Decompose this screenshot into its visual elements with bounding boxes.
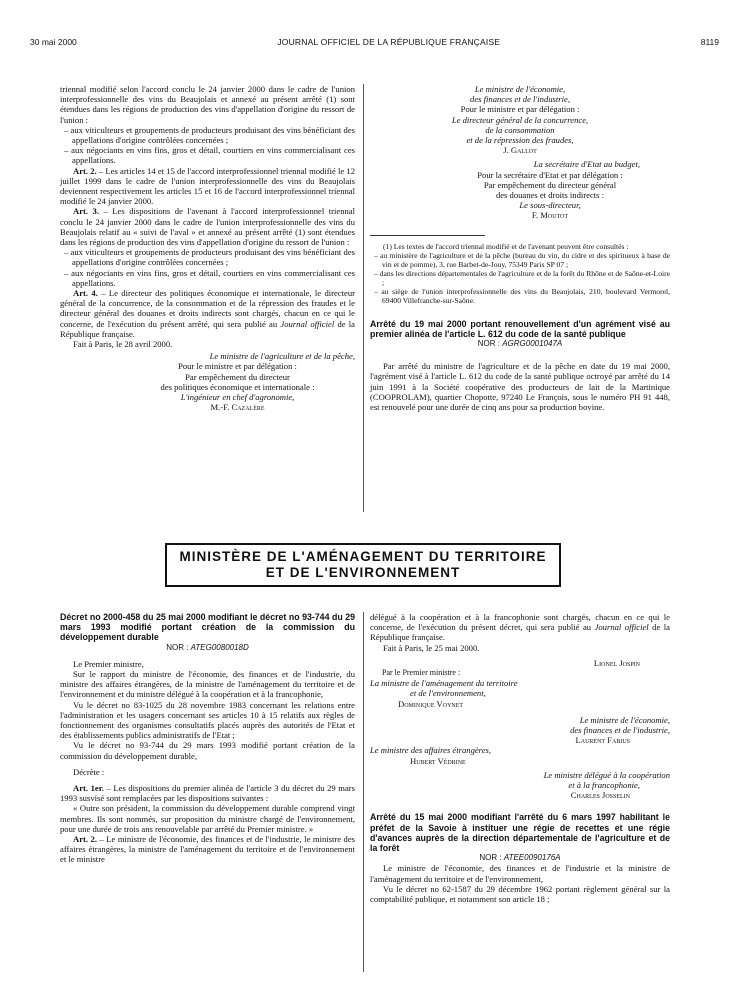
signature-line: Le ministre des affaires étrangères, [370,745,492,756]
text: délégué à la coopération et à la francophonie sont chargés, chacun en ce qui le concerne, de l'exécution du présent décret, qui sera publié au [370,612,670,633]
nor-reference [370,853,670,863]
signature-line: de la consommation [485,124,555,135]
signature-line: des douanes et droits indirects : [495,190,605,201]
column-divider [363,84,364,512]
arrete-title: Arrêté du 15 mai 2000 modifiant l'arrêté du 6 mars 1997 habilitant le préfet de la Savoie à instituer une régie de recettes et une régie d'avances auprès de la direction départementale de l'agriculture et de la forêt [370,812,670,854]
signature-line: Pour le ministre et par délégation : [178,361,297,372]
nor-label: NOR : [479,853,504,863]
signature-line: Par le Premier ministre : [382,668,461,678]
footnote-text: (1) Les textes de l'accord triennal modifié et de l'avenant peuvent être consultés : [383,241,629,251]
arrete-title: Arrêté du 19 mai 2000 portant renouvellement d'un agrément visé au premier alinéa de l'article L. 612 du code de la santé publique [370,318,670,339]
signatory-name: Laurent Fabius [575,735,630,746]
decree-title: Décret no 2000-458 du 25 mai 2000 modifiant le décret no 93-744 du 29 mars 1993 modifié portant création de la commission du développement durable [60,612,355,643]
article-text: – Les dispositions de l'avenant à l'accord interprofessionnel triennal conclu le 24 janvier 2000 dans le cadre de l'union interprofessionnelle des vins du Beaujolais relatif au « suivi de l'aval » et annexé au présent arrêté (1) sont étendues dans les régions de production des vins d'appellation d'origine du ressort de l'union : [60,206,355,248]
paragraph [370,612,670,643]
nor-label: NOR : [166,642,191,652]
signatory-name: Lionel Jospin [593,657,640,668]
article-label: Art. 3. [73,206,99,217]
list-item: – aux négociants en vins fins, gros et détail, courtiers en vins commercialisant ces appellations. [64,145,355,166]
nor-code: ATEG0080018D [190,642,249,652]
column-divider [363,612,364,972]
article-2 [60,166,355,207]
header-page-number: 8119 [700,37,719,47]
article-label: Art. 2. [73,834,97,845]
article-text: – Le ministre de l'économie, des finances et de l'industrie, le ministre des affaires étrangères, la ministre de l'aménagement du territoire et de l'environnement et le ministre [60,834,356,865]
paragraph: triennal modifié selon l'accord conclu le 24 janvier 2000 dans le cadre de l'union interprofessionnelle des vins du Beaujolais et annexé au présent arrêté (1) sont étendues dans les régions de production des vins d'appellation d'origine du ressort de l'union : [60,84,355,125]
ministry-line: ET DE L'ENVIRONNEMENT [265,565,461,580]
signature-line: Le sous-directeur, [519,200,581,211]
signature-line: des finances et de l'industrie, [570,725,670,736]
signature-line: Le directeur général de la concurrence, [451,114,589,125]
done-at: Fait à Paris, le 25 mai 2000. [383,642,480,653]
done-at: Fait à Paris, le 28 avril 2000. [73,339,173,350]
paragraph: Vu le décret no 62-1587 du 29 décembre 1962 portant règlement général sur la comptabilité publique, et notamment son article 18 ; [370,883,670,905]
article-text: – Le directeur des politiques économique et internationale, le directeur général de la concurrence, de la consommation et de la répression des fraudes et le directeur général des douanes et droits indirects sont chargés, chacun en ce qui le concerne, de l'exécution du présent arrêté, qui sera publié au [60,288,355,329]
paragraph: Vu le décret no 83-1025 du 28 novembre 1983 concernant les relations entre l'administration et les usagers concernant ses articles 10 à 15 relatifs aux règles de fonctionnement des organismes consultatifs placés auprès des autorités de l'Etat et des établissements publics administratifs de l'Etat ; [60,699,355,741]
header-date: 30 mai 2000 [30,37,77,47]
paragraph: Le Premier ministre, [73,658,144,669]
signature-title: Le ministre de l'agriculture et de la pêche, [209,351,355,362]
signature-line: La secrétaire d'Etat au budget, [533,159,640,170]
ministry-heading [165,543,561,587]
right-top-column [370,84,670,412]
paragraph: Vu le décret no 93-744 du 29 mars 1993 modifié portant création de la commission du développement durable, [60,740,355,761]
article-label: Art. 2. [73,165,97,176]
left-bottom-column [60,612,355,865]
text: de la République française. [370,622,670,643]
right-bottom-column [370,612,670,904]
header-title: JOURNAL OFFICIEL DE LA RÉPUBLIQUE FRANÇAISE [277,37,501,47]
signature-line: L'ingénieur en chef d'agronomie, [180,392,295,403]
list-item: – aux viticulteurs et groupements de producteurs produisant des vins bénéficiant des appellations d'origine contrôlées concernées ; [64,247,355,268]
page-header [30,37,719,47]
article-text: de la République française. [60,318,355,339]
signature-line: des finances et de l'industrie, [470,94,570,105]
signatory-name: Charles Josselin [570,790,630,801]
decrete: Décrète : [73,766,105,777]
ministry-line: MINISTÈRE DE L'AMÉNAGEMENT DU TERRITOIRE [179,549,547,564]
nor-reference [370,339,670,349]
signature-line: Pour la secrétaire d'Etat et par délégation : [477,169,623,180]
quote: « Outre son président, la commission du développement durable comprend vingt membres. Ils sont nommés, sur proposition du ministre chargé de l'environnement, pour une durée de trois ans renouvelable par arrêté du Premier ministre. » [60,803,355,834]
signature-line: Le ministre de l'économie, [579,714,670,725]
signature-line: et à la francophonie, [568,780,640,791]
article-label: Art. 4. [73,288,98,299]
article-label: Art. 1er. [73,783,104,794]
nor-code: ATEE0090176A [503,853,561,863]
signature-line: Par empêchement du directeur [185,371,290,382]
journal-name: Journal officiel [280,318,335,329]
signature-line: Le ministre de l'économie, [474,84,566,94]
paragraph: Sur le rapport du ministre de l'économie, des finances et de l'industrie, du ministre des affaires étrangères, de la ministre de l'aménagement du territoire et de l'environnement et du ministre délégué à la coopération et à la francophonie, [60,669,355,700]
article-2 [60,834,355,865]
signature-line: et de la répression des fraudes, [466,135,574,146]
signature-line: des politiques économique et internationale : [160,381,315,392]
left-top-column [60,84,355,413]
nor-label: NOR : [477,339,503,349]
footnote-rule [370,235,485,236]
signature-line: La ministre de l'aménagement du territoire [370,678,518,689]
article-4 [60,288,355,339]
signatory-name: Dominique Voynet [398,698,464,709]
footnote-item: – dans les directions départementales de l'agriculture et de la forêt du Rhône et de Saône-et-Loire ; [374,268,670,287]
footnote-item: – au ministère de l'agriculture et de la pêche (bureau du vin, du cidre et des spiritueux à base de vin et de pomme), 3, rue Barbet-de-Jouy, 75349 Paris SP 07 ; [374,250,670,269]
footnote-item: – au siège de l'union interprofessionnelle des vins du Beaujolais, 210, boulevard Vermorel, 69400 Villefranche-sur-Saône. [374,286,670,305]
footnote [370,242,670,305]
article-text: – Les articles 14 et 15 de l'accord interprofessionnel triennal modifié le 12 juillet 1999 dans le cadre de l'union interprofessionnelle des vins du Beaujolais deviennent respectivement les articles 15 et 16 de l'accord interprofessionnel triennal modifié le 24 janvier 2000. [60,165,356,207]
arrete-body: Par arrêté du ministre de l'agriculture et de la pêche en date du 19 mai 2000, l'agrément visé à l'article L. 612 du code de la santé publique octroyé par arrêté du 14 juin 1991 à la Société coopérative des producteurs de lait de la Martinique (COOPROLAM), quartier Chopotte, 97240 Le François, sous le numéro PH 91 448, est renouvelé pour une durée de cinq ans pour sa production bovine. [370,361,670,413]
list-item: – aux négociants en vins fins, gros et détail, courtiers en vins commercialisant ces appellations. [64,267,355,288]
signature-line: Pour le ministre et par délégation : [460,104,580,115]
nor-reference [60,643,355,653]
signature-line: Le ministre délégué à la coopération [543,769,670,780]
signature-line: et de l'environnement, [410,688,486,699]
journal-name: Journal officiel [594,622,649,633]
article-3 [60,206,355,247]
article-1 [60,783,355,803]
signatory-name: Hubert Védrine [410,755,466,766]
paragraph: Le ministre de l'économie, des finances et de l'industrie et la ministre de l'aménagement du territoire et de l'environnement, [370,863,670,884]
signatory-name: M.-F. Cazalère [210,402,265,413]
nor-code: AGRG0001047A [502,339,563,349]
article-text: – Les dispositions du premier alinéa de l'article 3 du décret du 29 mars 1993 susvisé sont remplacées par les dispositions suivantes : [60,783,355,804]
signatory-name: F. Moutot [531,210,569,221]
list-item: – aux viticulteurs et groupements de producteurs produisant des vins bénéficiant des appellations d'origine contrôlées concernées ; [64,124,355,146]
signature-line: Par empêchement du directeur général [483,179,617,190]
signatory-name: J. Gallot [503,145,537,156]
